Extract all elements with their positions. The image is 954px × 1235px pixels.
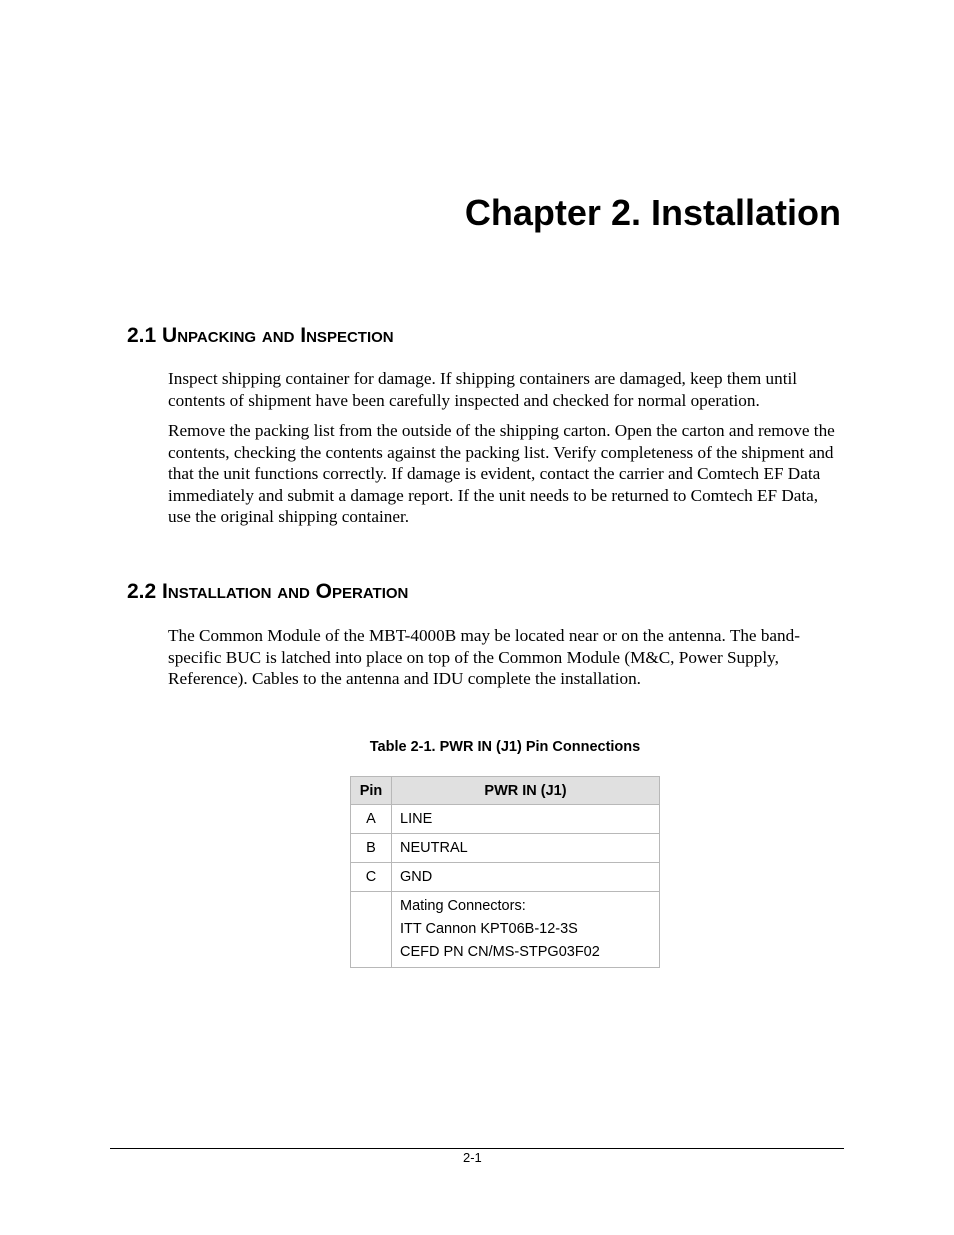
section-heading-2-1 bbox=[127, 323, 394, 349]
chapter-title: Chapter 2. Installation bbox=[464, 192, 841, 233]
paragraph: The Common Module of the MBT-4000B may be located near or on the antenna. The band-specific BUC is latched into place on top of the Common Module (M&C, Power Supply, Reference). Cables to the antenna and IDU complete the installation. bbox=[168, 626, 800, 688]
signal-cell: GND bbox=[392, 863, 660, 892]
signal-cell: NEUTRAL bbox=[392, 834, 660, 863]
mating-connectors-cell bbox=[392, 892, 660, 968]
note-line: ITT Cannon KPT06B-12-3S bbox=[400, 921, 578, 937]
table-row-notes bbox=[351, 892, 660, 968]
pin-cell: C bbox=[351, 863, 392, 892]
pin-connections-table bbox=[350, 776, 660, 968]
pin-cell: A bbox=[351, 805, 392, 834]
section-2-2-body bbox=[168, 625, 836, 699]
pin-cell bbox=[351, 892, 392, 968]
paragraph: Remove the packing list from the outside of the shipping carton. Open the carton and remove the contents, checking the contents against the packing list. Verify completeness of the shipment and that the unit functions correctly. If damage is evident, contact the carrier and Comtech EF Data immediately and submit a damage report. If the unit needs to be returned to Comtech EF Data, use the original shipping container. bbox=[168, 421, 835, 526]
table-caption: Table 2-1. PWR IN (J1) Pin Connections bbox=[369, 739, 641, 755]
section-heading-2-2 bbox=[127, 579, 408, 605]
section-number: 2.1 bbox=[127, 324, 157, 347]
column-header-pwr-in: PWR IN (J1) bbox=[392, 777, 660, 805]
table-row bbox=[351, 805, 660, 834]
section-2-1-body bbox=[168, 368, 836, 537]
page-number: 2-1 bbox=[463, 1150, 482, 1165]
note-line: CEFD PN CN/MS-STPG03F02 bbox=[400, 944, 600, 960]
column-header-pin: Pin bbox=[351, 777, 392, 805]
section-title: Installation and Operation bbox=[162, 580, 409, 603]
note-line: Mating Connectors: bbox=[400, 898, 526, 914]
section-number: 2.2 bbox=[127, 580, 157, 603]
table-row bbox=[351, 834, 660, 863]
section-title: Unpacking and Inspection bbox=[162, 324, 394, 347]
paragraph: Inspect shipping container for damage. If shipping containers are damaged, keep them until contents of shipment have been carefully inspected and checked for normal operation. bbox=[168, 369, 798, 410]
signal-cell: LINE bbox=[392, 805, 660, 834]
table-row bbox=[351, 863, 660, 892]
pin-cell: B bbox=[351, 834, 392, 863]
footer-rule bbox=[110, 1148, 844, 1149]
table-header-row bbox=[351, 777, 660, 805]
